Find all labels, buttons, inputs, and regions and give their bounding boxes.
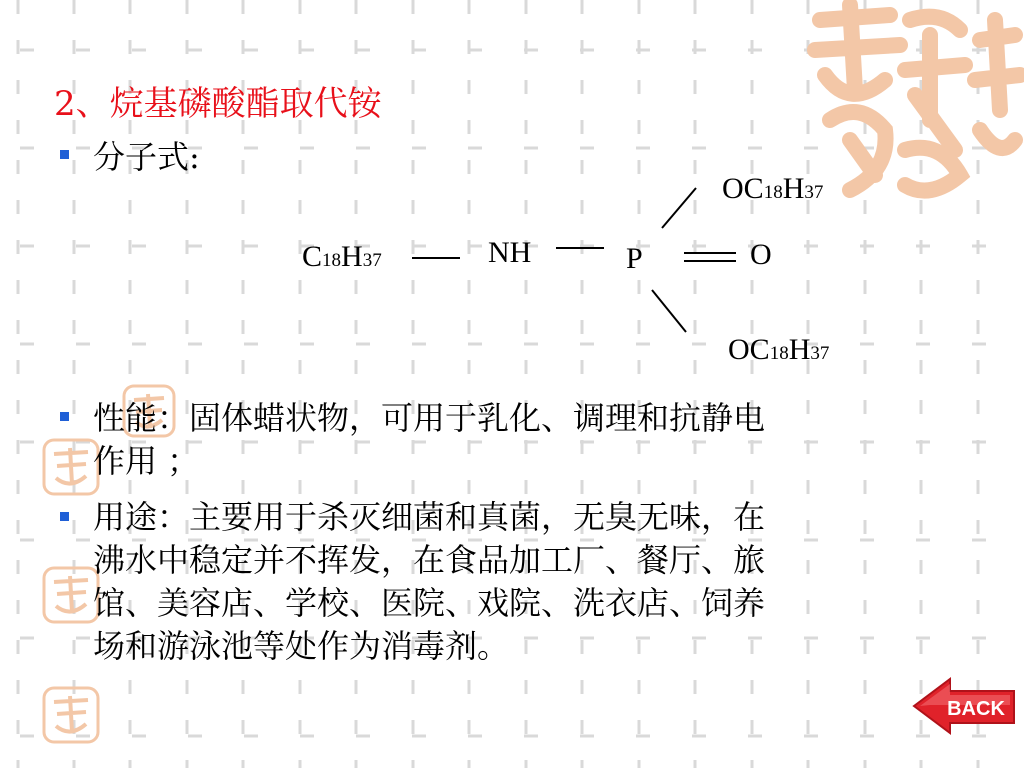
phosphorus-atom: P <box>626 242 643 275</box>
slide-title: 2、烷基磷酸酯取代铵 <box>54 84 382 124</box>
decorative-seal-icon <box>42 566 100 624</box>
alkoxy-group-top: OC18H37 <box>722 172 824 205</box>
decorative-seal-icon <box>42 686 100 744</box>
alkyl-group-left: C18H37 <box>302 240 382 273</box>
bullet-marker <box>60 512 69 521</box>
bullet-uses: 用途：主要用于杀灭细菌和真菌，无臭无味，在 沸水中稳定并不挥发，在食品加工厂、餐厅、旅 馆、美容店、学校、医院、戏院、洗衣店、饲养 场和游泳池等处作为消毒剂。 <box>93 498 766 665</box>
bullet-properties: 性能：固体蜡状物，可用于乳化、调理和抗静电 作用 ； <box>93 399 766 480</box>
nh-group: NH <box>488 236 532 269</box>
back-button[interactable] <box>910 675 1020 737</box>
oxygen-atom: O <box>750 238 772 271</box>
alkoxy-group-bottom: OC18H37 <box>728 333 830 366</box>
back-button-label: BACK <box>947 698 1005 720</box>
back-arrow-icon <box>910 675 1020 737</box>
bullet-marker <box>60 412 69 421</box>
bullet-molecular-formula-label: 分子式: <box>93 138 200 176</box>
decorative-seal-icon <box>42 438 100 496</box>
